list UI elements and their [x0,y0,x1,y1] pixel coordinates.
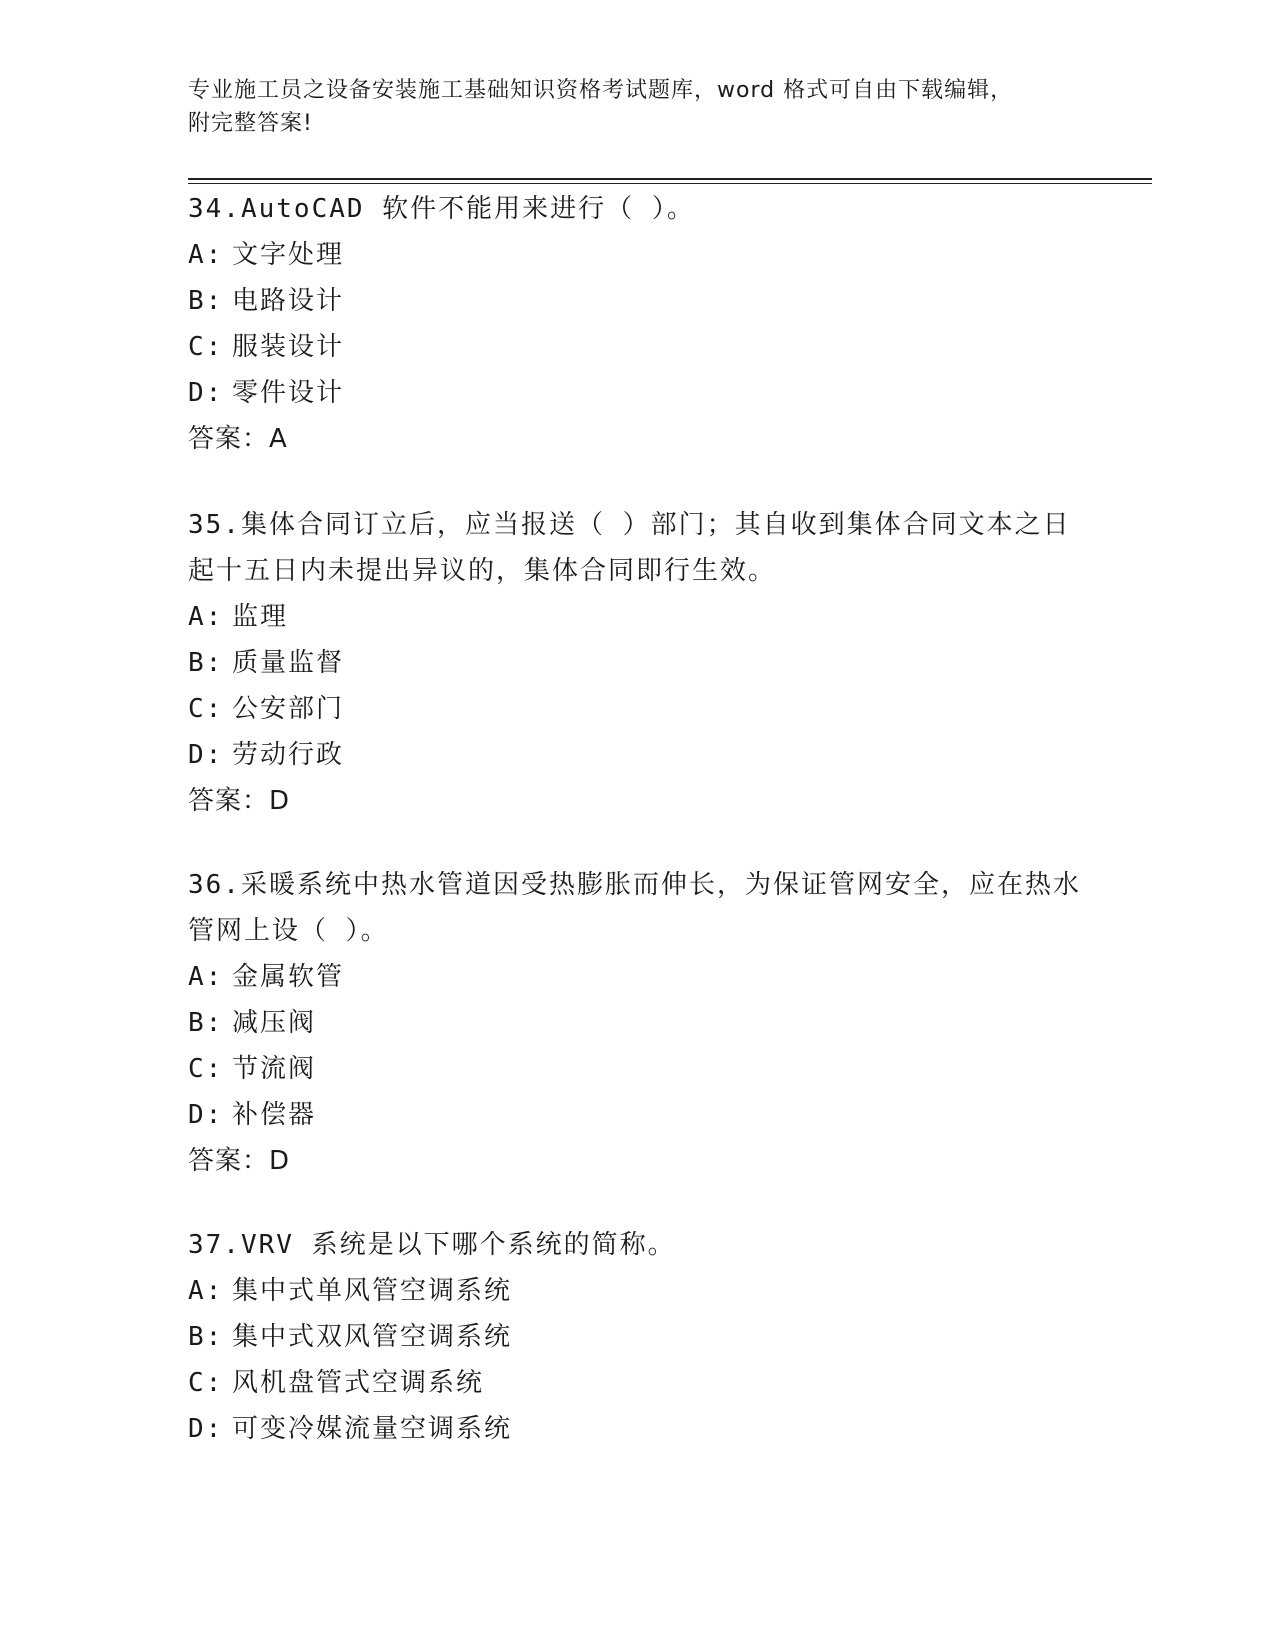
option-d [188,732,1088,778]
option-a [188,232,1088,278]
option-c [188,324,1088,370]
question-36 [188,862,1088,1184]
option-d [188,370,1088,416]
header-line-2: 附完整答案! [188,111,313,136]
header-line-1: 专业施工员之设备安装施工基础知识资格考试题库，word 格式可自由下载编辑， [188,78,1014,103]
option-text: 节流阀 [232,1054,317,1084]
question-stem: 34.AutoCAD 软件不能用来进行（ ）。 [188,194,695,224]
option-b [188,640,1088,686]
option-key: C: [188,1368,224,1398]
option-a [188,954,1088,1000]
option-text: 公安部门 [232,694,345,724]
option-text: 集中式单风管空调系统 [232,1276,513,1306]
option-d [188,1092,1088,1138]
answer-text: 答案：A [188,424,288,454]
option-key: B: [188,286,224,316]
option-text: 文字处理 [232,240,345,270]
option-key: D: [188,378,224,408]
option-c [188,686,1088,732]
option-text: 可变冷媒流量空调系统 [232,1414,513,1444]
option-text: 风机盘管式空调系统 [232,1368,485,1398]
option-a [188,1268,1088,1314]
document-header [188,74,1068,140]
option-text: 减压阀 [232,1008,317,1038]
option-text: 零件设计 [232,378,345,408]
option-key: C: [188,332,224,362]
option-text: 金属软管 [232,962,345,992]
option-text: 监理 [232,602,289,632]
question-stem: 37.VRV 系统是以下哪个系统的简称。 [188,1230,676,1260]
option-text: 服装设计 [232,332,345,362]
question-stem: 35.集体合同订立后，应当报送（ ）部门；其自收到集体合同文本之日起十五日内未提出异议的，集体合同即行生效。 [188,510,1071,586]
option-c [188,1046,1088,1092]
option-b [188,1314,1088,1360]
option-key: B: [188,1322,224,1352]
option-d [188,1406,1088,1452]
answer-text: 答案：D [188,786,291,816]
option-key: C: [188,694,224,724]
question-stem: 36.采暖系统中热水管道因受热膨胀而伸长，为保证管网安全，应在热水管网上设（ ）。 [188,870,1081,946]
question-37 [188,1222,1088,1452]
option-key: B: [188,1008,224,1038]
option-text: 集中式双风管空调系统 [232,1322,513,1352]
option-key: A: [188,240,224,270]
option-key: A: [188,602,224,632]
option-text: 电路设计 [232,286,345,316]
option-b [188,278,1088,324]
answer-text: 答案：D [188,1146,291,1176]
option-b [188,1000,1088,1046]
option-key: D: [188,1414,224,1444]
question-35 [188,502,1088,824]
option-a [188,594,1088,640]
option-text: 补偿器 [232,1100,317,1130]
option-key: D: [188,740,224,770]
option-key: A: [188,1276,224,1306]
option-text: 劳动行政 [232,740,345,770]
option-key: B: [188,648,224,678]
option-c [188,1360,1088,1406]
option-text: 质量监督 [232,648,345,678]
option-key: C: [188,1054,224,1084]
header-divider [188,178,1152,184]
option-key: A: [188,962,224,992]
question-34 [188,186,1088,462]
option-key: D: [188,1100,224,1130]
